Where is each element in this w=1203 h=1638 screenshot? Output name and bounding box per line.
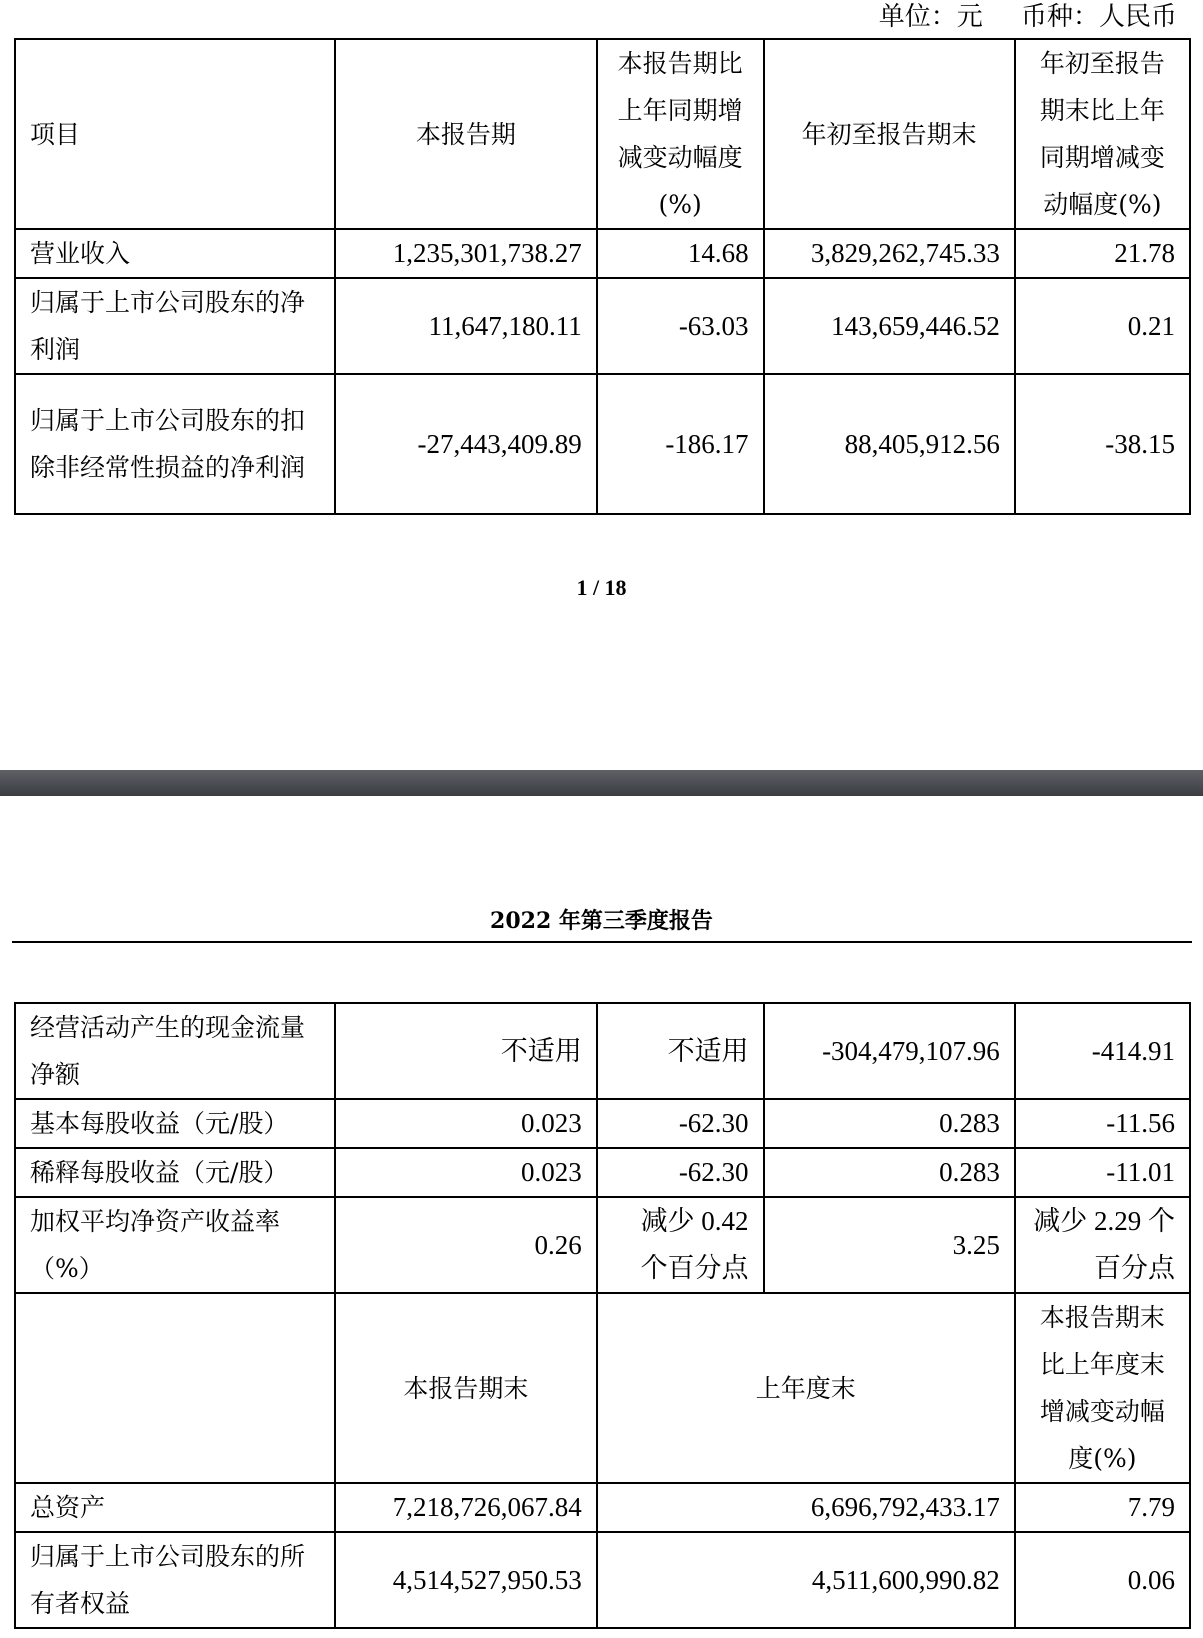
report-page-2 xyxy=(0,796,1203,1638)
row-label: 总资产 xyxy=(15,1483,335,1532)
page-number: 1 / 18 xyxy=(576,575,627,600)
cell-ytd: 3,829,262,745.33 xyxy=(764,229,1015,278)
header-current-change: 本报告期比上年同期增减变动幅度(%) xyxy=(597,39,764,229)
cell-current-change: -63.03 xyxy=(597,278,764,374)
cell-current-change: -62.30 xyxy=(597,1148,764,1197)
report-page-1 xyxy=(0,0,1203,770)
cell-ytd-change: -414.91 xyxy=(1015,1003,1190,1099)
unit-currency-line xyxy=(875,0,1177,34)
cell-ytd: 0.283 xyxy=(764,1099,1015,1148)
row-label: 稀释每股收益（元/股） xyxy=(15,1148,335,1197)
balance-header-item xyxy=(15,1293,335,1483)
cell-ytd-change: 21.78 xyxy=(1015,229,1190,278)
header-prior-year-end: 上年度末 xyxy=(597,1293,1015,1483)
cell-period-end: 7,218,726,067.84 xyxy=(335,1483,597,1532)
table-row xyxy=(15,374,1190,514)
cell-ytd-change: -11.56 xyxy=(1015,1099,1190,1148)
table-row xyxy=(15,1148,1190,1197)
row-label: 营业收入 xyxy=(15,229,335,278)
row-label: 加权平均净资产收益率（%） xyxy=(15,1197,335,1293)
cell-current-change: -62.30 xyxy=(597,1099,764,1148)
row-label: 经营活动产生的现金流量净额 xyxy=(15,1003,335,1099)
cell-current-change: 不适用 xyxy=(597,1003,764,1099)
cell-ytd-change: 0.21 xyxy=(1015,278,1190,374)
table-row xyxy=(15,1003,1190,1099)
cell-current: 0.023 xyxy=(335,1148,597,1197)
cell-ytd: 3.25 xyxy=(764,1197,1015,1293)
header-period-end: 本报告期末 xyxy=(335,1293,597,1483)
cell-current-change: 14.68 xyxy=(597,229,764,278)
header-item: 项目 xyxy=(15,39,335,229)
key-financials-table-continued xyxy=(14,1002,1191,1629)
cell-prior-year-end: 6,696,792,433.17 xyxy=(597,1483,1015,1532)
header-rule xyxy=(12,941,1192,943)
cell-ytd-change: -11.01 xyxy=(1015,1148,1190,1197)
table-header-row xyxy=(15,39,1190,229)
cell-ytd: -304,479,107.96 xyxy=(764,1003,1015,1099)
row-label: 归属于上市公司股东的所有者权益 xyxy=(15,1532,335,1628)
header-current-period: 本报告期 xyxy=(335,39,597,229)
table-row xyxy=(15,229,1190,278)
cell-prior-year-end: 4,511,600,990.82 xyxy=(597,1532,1015,1628)
cell-current: 0.26 xyxy=(335,1197,597,1293)
currency-label: 币种：人民币 xyxy=(1020,2,1177,32)
cell-current: 11,647,180.11 xyxy=(335,278,597,374)
table-row xyxy=(15,1197,1190,1293)
cell-ytd-change: 减少 2.29 个百分点 xyxy=(1015,1197,1190,1293)
cell-balance-change: 0.06 xyxy=(1015,1532,1190,1628)
cell-current: 不适用 xyxy=(335,1003,597,1099)
header-ytd: 年初至报告期末 xyxy=(764,39,1015,229)
table-row xyxy=(15,1099,1190,1148)
cell-period-end: 4,514,527,950.53 xyxy=(335,1532,597,1628)
cell-current: -27,443,409.89 xyxy=(335,374,597,514)
row-label: 归属于上市公司股东的净利润 xyxy=(15,278,335,374)
cell-current: 0.023 xyxy=(335,1099,597,1148)
header-ytd-change: 年初至报告期末比上年同期增减变动幅度(%) xyxy=(1015,39,1190,229)
cell-current-change: 减少 0.42 个百分点 xyxy=(597,1197,764,1293)
cell-ytd: 143,659,446.52 xyxy=(764,278,1015,374)
cell-current: 1,235,301,738.27 xyxy=(335,229,597,278)
cell-ytd: 88,405,912.56 xyxy=(764,374,1015,514)
report-header-title: 2022 年第三季度报告 xyxy=(490,908,713,934)
page-separator xyxy=(0,770,1203,796)
table-row xyxy=(15,278,1190,374)
cell-ytd-change: -38.15 xyxy=(1015,374,1190,514)
header-balance-change: 本报告期末比上年度末增减变动幅度(%) xyxy=(1015,1293,1190,1483)
cell-ytd: 0.283 xyxy=(764,1148,1015,1197)
cell-current-change: -186.17 xyxy=(597,374,764,514)
cell-balance-change: 7.79 xyxy=(1015,1483,1190,1532)
table-row xyxy=(15,1483,1190,1532)
row-label: 基本每股收益（元/股） xyxy=(15,1099,335,1148)
row-label: 归属于上市公司股东的扣除非经常性损益的净利润 xyxy=(15,374,335,514)
table-row xyxy=(15,1532,1190,1628)
unit-label: 单位：元 xyxy=(878,2,983,32)
key-financials-table xyxy=(14,38,1191,515)
balance-header-row xyxy=(15,1293,1190,1483)
